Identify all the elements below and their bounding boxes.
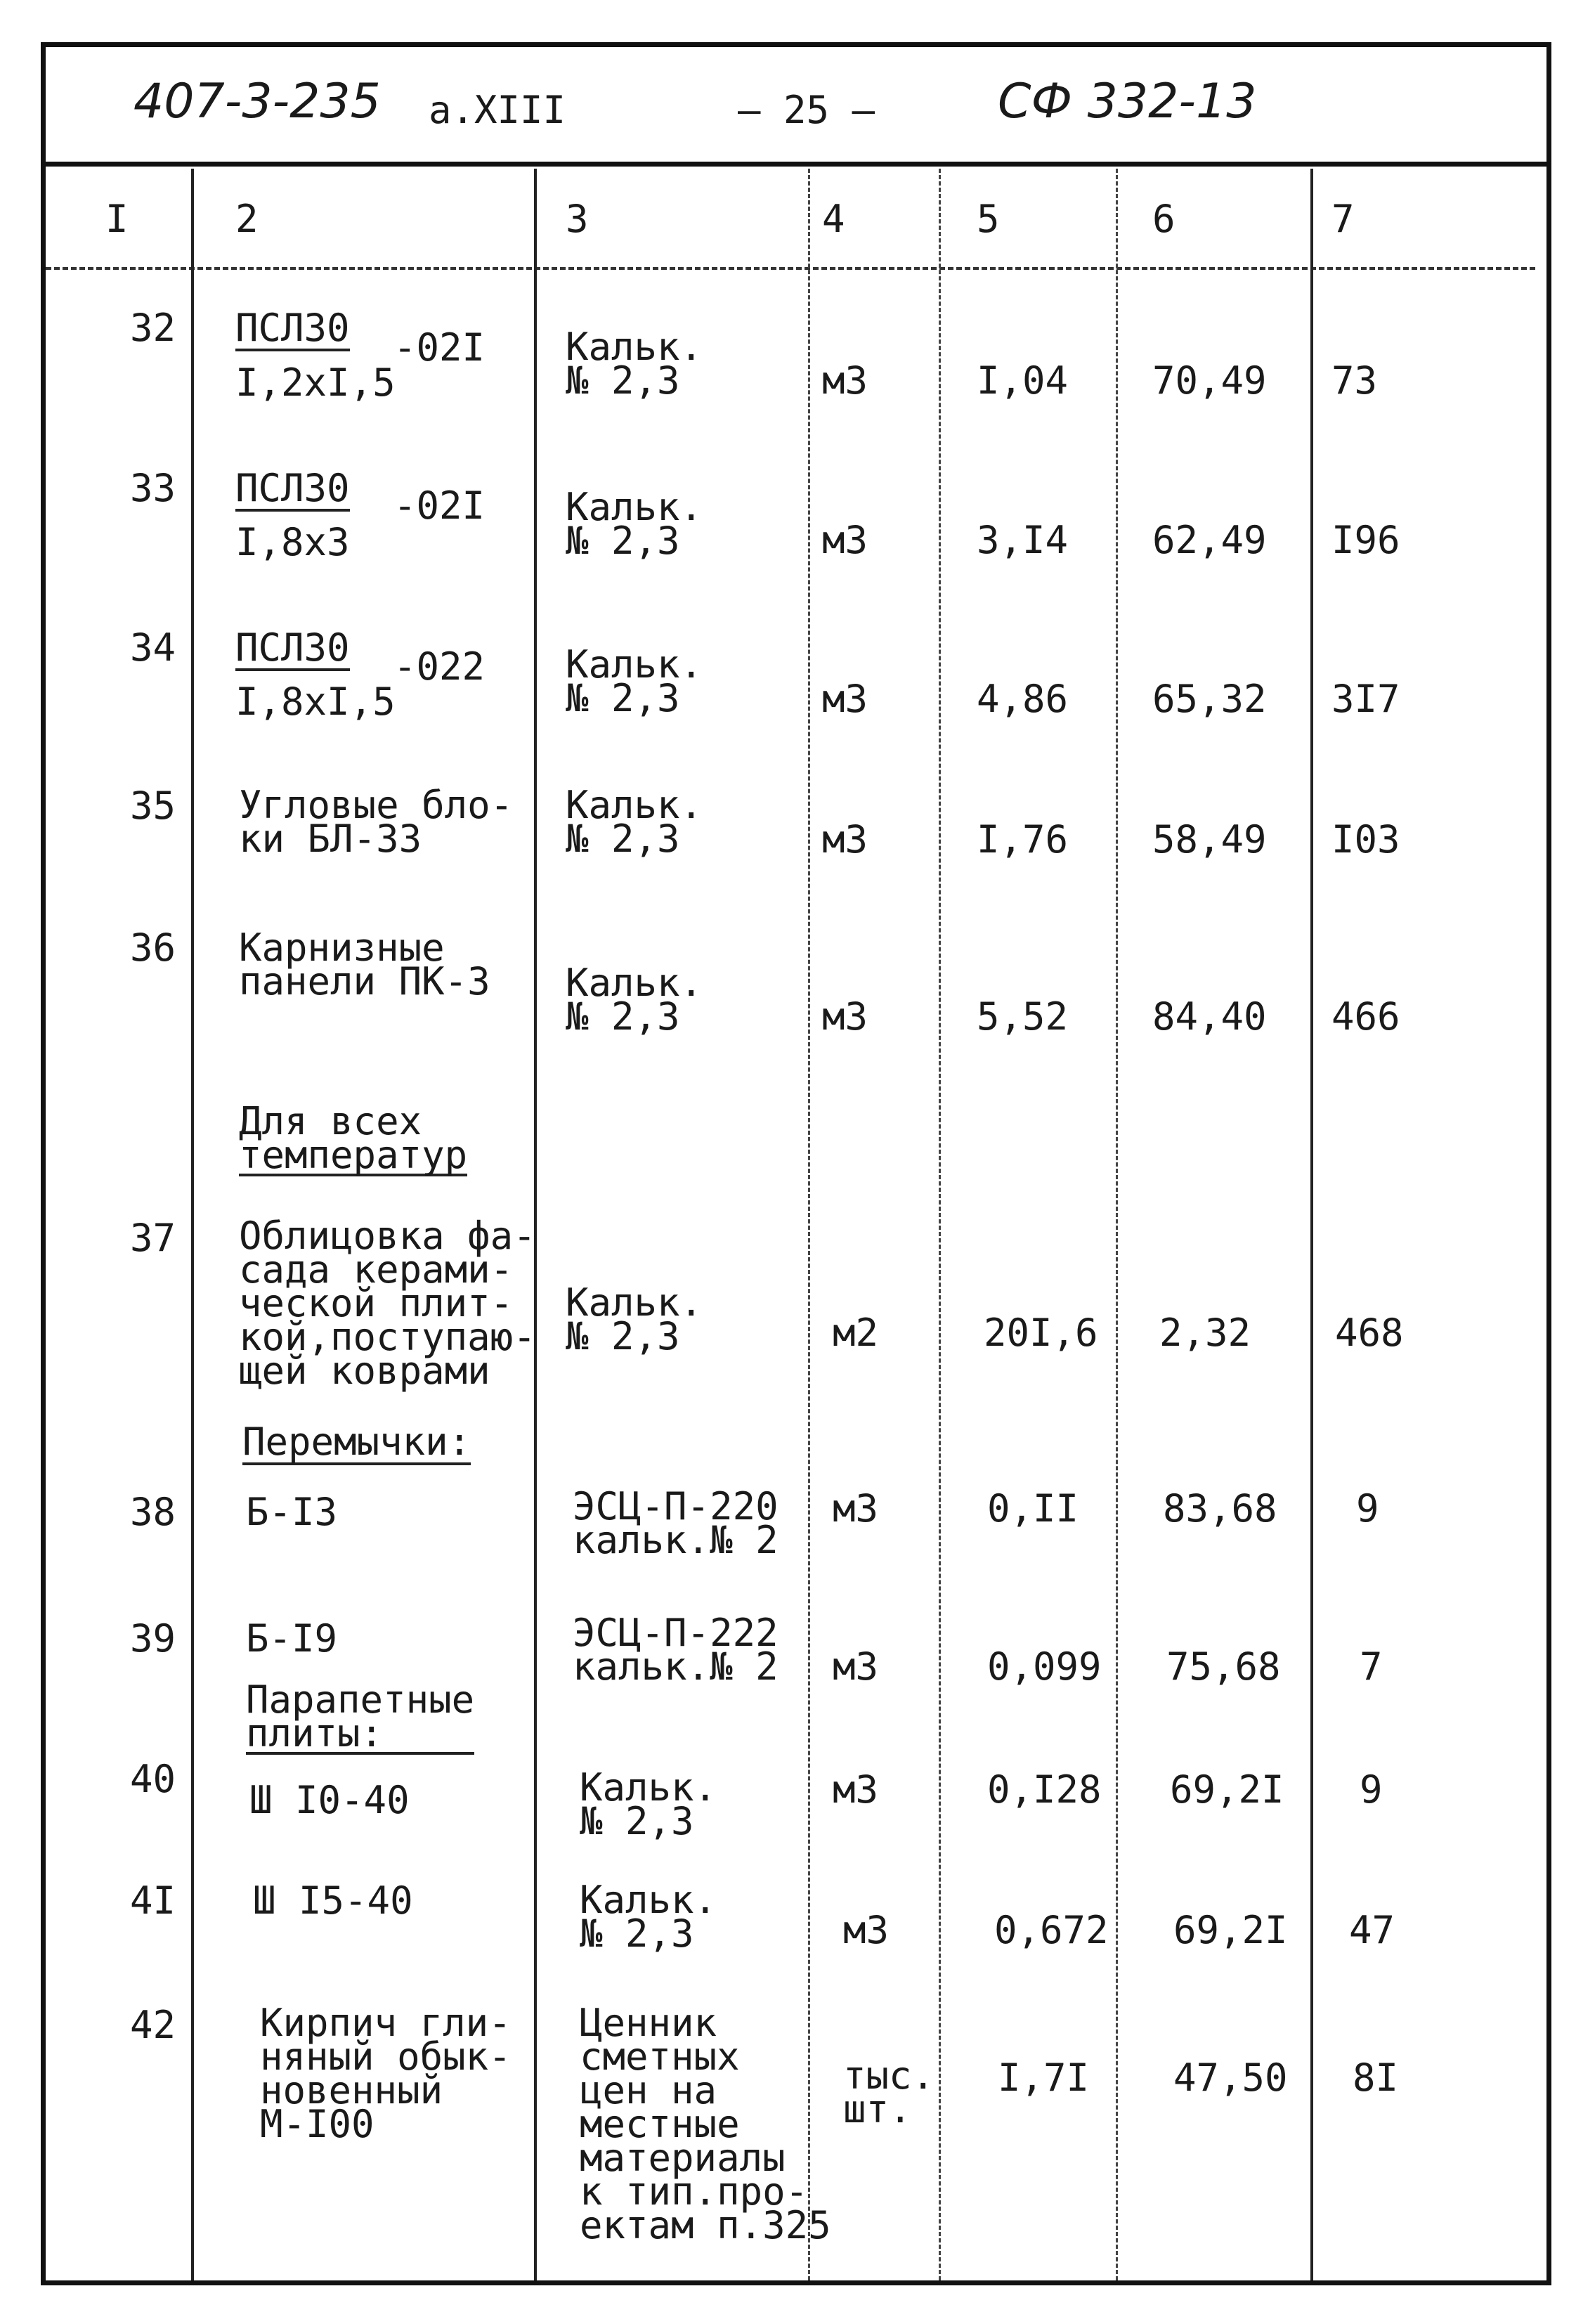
item-source: Кальк. № 2,3 bbox=[580, 1765, 717, 1843]
project-code: 407-3-235 bbox=[133, 74, 381, 129]
item-source: ЭСЦ-П-222 кальк.№ 2 bbox=[573, 1611, 779, 1689]
item-total: I96 bbox=[1331, 518, 1400, 562]
item-quantity: 3,I4 bbox=[977, 518, 1069, 562]
item-price: 2,32 bbox=[1159, 1311, 1251, 1355]
item-unit: м3 bbox=[822, 817, 868, 862]
section-heading-lintels: Перемычки: bbox=[242, 1420, 471, 1464]
row-number: 37 bbox=[129, 1216, 176, 1260]
section-heading-parapet-slabs: Парапетные плиты: bbox=[246, 1677, 475, 1755]
item-source: Кальк. № 2,3 bbox=[566, 325, 703, 403]
item-unit: м2 bbox=[833, 1311, 879, 1355]
item-unit: м3 bbox=[822, 677, 868, 721]
item-total: 468 bbox=[1335, 1311, 1404, 1355]
column-header-1: I bbox=[105, 197, 129, 241]
column-header-7: 7 bbox=[1331, 197, 1355, 241]
item-name-top: ПСЛ30 bbox=[235, 625, 350, 670]
item-name-bottom: I,8x3 bbox=[235, 520, 350, 564]
item-source: Кальк. № 2,3 bbox=[580, 1878, 717, 1956]
item-quantity: 0,672 bbox=[994, 1908, 1109, 1952]
row-number: 39 bbox=[129, 1616, 176, 1661]
item-price: 65,32 bbox=[1152, 677, 1267, 721]
item-name: Б-I3 bbox=[246, 1490, 338, 1534]
item-total: 47 bbox=[1349, 1908, 1395, 1952]
column-header-5: 5 bbox=[977, 197, 1000, 241]
item-name-top: ПСЛ30 bbox=[235, 306, 350, 350]
item-price: 70,49 bbox=[1152, 358, 1267, 403]
row-number: 36 bbox=[129, 926, 176, 970]
row-number: 33 bbox=[129, 466, 176, 510]
item-name: Карнизные панели ПК-3 bbox=[239, 926, 490, 1004]
column-divider-4 bbox=[939, 169, 941, 2280]
column-divider-5 bbox=[1116, 169, 1118, 2280]
page-number: – 25 – bbox=[738, 88, 875, 132]
item-price: 84,40 bbox=[1152, 994, 1267, 1039]
section-heading-all-temperatures: Для всех температур bbox=[239, 1099, 468, 1177]
item-suffix: -02I bbox=[393, 483, 486, 528]
item-source: Ценник сметных цен на местные материалы к тип.про- ектам п.325 bbox=[580, 2001, 831, 2247]
column-divider-3 bbox=[808, 169, 810, 2280]
item-unit: м3 bbox=[822, 994, 868, 1039]
item-source: ЭСЦ-П-220 кальк.№ 2 bbox=[573, 1484, 779, 1562]
item-quantity: 4,86 bbox=[977, 677, 1069, 721]
item-unit: тыс. шт. bbox=[843, 2053, 935, 2131]
item-price: 62,49 bbox=[1152, 518, 1267, 562]
item-quantity: 5,52 bbox=[977, 994, 1069, 1039]
item-suffix: -022 bbox=[393, 644, 486, 689]
item-total: 73 bbox=[1331, 358, 1378, 403]
row-number: 4I bbox=[129, 1878, 176, 1923]
sheet-code: СФ 332-13 bbox=[998, 74, 1257, 129]
column-divider-1 bbox=[191, 169, 194, 2280]
row-number: 34 bbox=[129, 625, 176, 670]
item-price: 47,50 bbox=[1173, 2056, 1288, 2100]
item-suffix: -02I bbox=[393, 325, 486, 370]
column-header-2: 2 bbox=[235, 197, 259, 241]
item-name-top: ПСЛ30 bbox=[235, 466, 350, 510]
item-total: I03 bbox=[1331, 817, 1400, 862]
column-divider-6 bbox=[1310, 169, 1313, 2280]
item-price: 69,2I bbox=[1173, 1908, 1288, 1952]
item-name: Ш I0-40 bbox=[249, 1778, 410, 1822]
item-unit: м3 bbox=[833, 1486, 879, 1531]
row-number: 38 bbox=[129, 1490, 176, 1534]
item-name-bottom: I,8xI,5 bbox=[235, 680, 396, 724]
album-label: а.XIII bbox=[429, 88, 566, 132]
item-quantity: 0,099 bbox=[987, 1644, 1102, 1689]
item-price: 58,49 bbox=[1152, 817, 1267, 862]
item-total: 3I7 bbox=[1331, 677, 1400, 721]
item-unit: м3 bbox=[833, 1767, 879, 1812]
item-source: Кальк. № 2,3 bbox=[566, 485, 703, 563]
item-total: 9 bbox=[1356, 1486, 1379, 1531]
column-header-6: 6 bbox=[1152, 197, 1176, 241]
item-quantity: 0,II bbox=[987, 1486, 1079, 1531]
item-quantity: 20I,6 bbox=[984, 1311, 1098, 1355]
item-quantity: 0,I28 bbox=[987, 1767, 1102, 1812]
item-unit: м3 bbox=[822, 358, 868, 403]
item-source: Кальк. № 2,3 bbox=[566, 1280, 703, 1358]
item-name-bottom: I,2xI,5 bbox=[235, 361, 396, 405]
row-number: 42 bbox=[129, 2003, 176, 2047]
row-number: 35 bbox=[129, 784, 176, 828]
item-name: Угловые бло- ки БЛ-33 bbox=[239, 783, 514, 861]
item-name: Б-I9 bbox=[246, 1616, 338, 1661]
item-price: 75,68 bbox=[1166, 1644, 1281, 1689]
item-total: 8I bbox=[1353, 2056, 1399, 2100]
item-unit: м3 bbox=[822, 518, 868, 562]
item-source: Кальк. № 2,3 bbox=[566, 642, 703, 720]
item-total: 466 bbox=[1331, 994, 1400, 1039]
item-price: 83,68 bbox=[1163, 1486, 1277, 1531]
item-name: Ш I5-40 bbox=[253, 1878, 413, 1923]
item-unit: м3 bbox=[833, 1644, 879, 1689]
item-source: Кальк. № 2,3 bbox=[566, 961, 703, 1039]
column-header-4: 4 bbox=[822, 197, 845, 241]
item-quantity: I,7I bbox=[998, 2056, 1090, 2100]
row-number: 32 bbox=[129, 306, 176, 350]
item-source: Кальк. № 2,3 bbox=[566, 783, 703, 861]
item-quantity: I,04 bbox=[977, 358, 1069, 403]
item-quantity: I,76 bbox=[977, 817, 1069, 862]
item-name: Кирпич гли- няный обык- новенный М-I00 bbox=[260, 2001, 512, 2146]
item-total: 7 bbox=[1360, 1644, 1383, 1689]
item-unit: м3 bbox=[843, 1908, 890, 1952]
header-separator bbox=[41, 162, 1551, 167]
item-price: 69,2I bbox=[1170, 1767, 1284, 1812]
row-number: 40 bbox=[129, 1757, 176, 1801]
item-total: 9 bbox=[1360, 1767, 1383, 1812]
column-header-3: 3 bbox=[566, 197, 589, 241]
item-name: Облицовка фа- сада керами- ческой плит- кой,поступаю- щей коврами bbox=[239, 1214, 536, 1393]
